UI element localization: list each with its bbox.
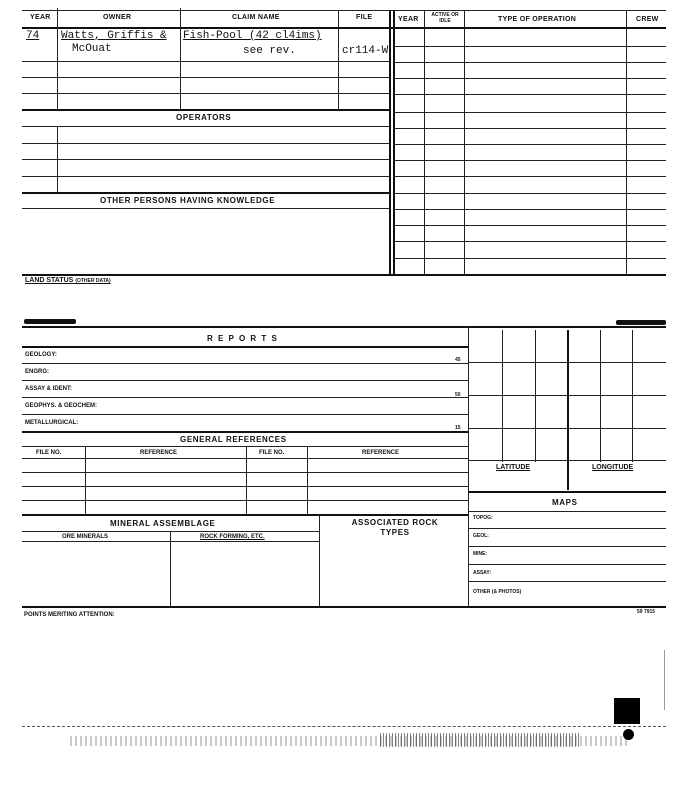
header-active-idle: ACTIVE OR IDLE [431,12,459,24]
general-references-heading: GENERAL REFERENCES [180,435,287,444]
report-geology: GEOLOGY: [25,352,57,358]
entry-claim-line1: Fish-Pool (42 cl4ims) [183,30,322,42]
header-type-of-operation: TYPE OF OPERATION [498,16,577,23]
ore-minerals-label: ORE MINERALS [62,534,109,540]
land-status-text: LAND STATUS [25,277,74,284]
bar-right-mark [616,320,666,325]
bar-left-mark [24,319,76,324]
operators-heading: OPERATORS [176,113,232,122]
entry-owner-line2: McOuat [72,43,112,55]
rock-forming-label: ROCK FORMING, ETC. [200,534,265,540]
report-num-45: 45 [455,357,461,363]
land-status-label [25,277,111,284]
map-other: OTHER (& PHOTOS) [473,589,522,595]
map-mine: MINE: [473,551,488,557]
longitude-label: LONGITUDE [592,464,634,471]
entry-owner-line1: Watts, Griffis & [61,30,167,42]
header-year-2: YEAR [398,16,419,23]
map-assay: ASSAY: [473,570,492,576]
maps-heading: MAPS [552,498,578,507]
reports-heading: R E P O R T S [207,334,279,343]
report-metallurgical: METALLURGICAL: [25,420,79,426]
latitude-label: LATITUDE [496,464,531,471]
report-num-15: 15 [455,425,461,431]
registration-square [614,698,640,724]
mineral-assemblage-heading: MINERAL ASSEMBLAGE [110,519,216,528]
header-year: YEAR [30,14,51,21]
entry-claim-line2: see rev. [243,45,296,57]
ref-file-no: FILE NO. [36,450,62,456]
report-engrg: ENGRG: [25,369,49,375]
other-persons-heading: OTHER PERSONS HAVING KNOWLEDGE [100,196,276,205]
associated-rock-types-heading: ASSOCIATED ROCK TYPES [351,518,439,537]
ref-reference-2: REFERENCE [362,450,400,456]
form-code: 59 7915 [637,609,656,615]
header-claim-name: CLAIM NAME [232,14,280,21]
points-meriting-label: POINTS MERITING ATTENTION: [24,612,115,618]
report-assay: ASSAY & IDENT: [25,386,73,392]
map-geol: GEOL: [473,533,489,539]
ref-file-no-2: FILE NO. [259,450,285,456]
header-crew: CREW [636,16,659,23]
header-file: FILE [356,14,373,21]
report-geophys: GEOPHYS. & GEOCHEM: [25,403,98,409]
entry-file: cr114-W [342,45,389,57]
report-num-50: 50 [455,392,461,398]
entry-year: 74 [26,30,40,42]
header-owner: OWNER [103,14,132,21]
map-topog: TOPOG: [473,515,493,521]
land-status-sub: (OTHER DATA) [75,278,111,284]
registration-dot [623,729,634,740]
ref-reference: REFERENCE [140,450,178,456]
